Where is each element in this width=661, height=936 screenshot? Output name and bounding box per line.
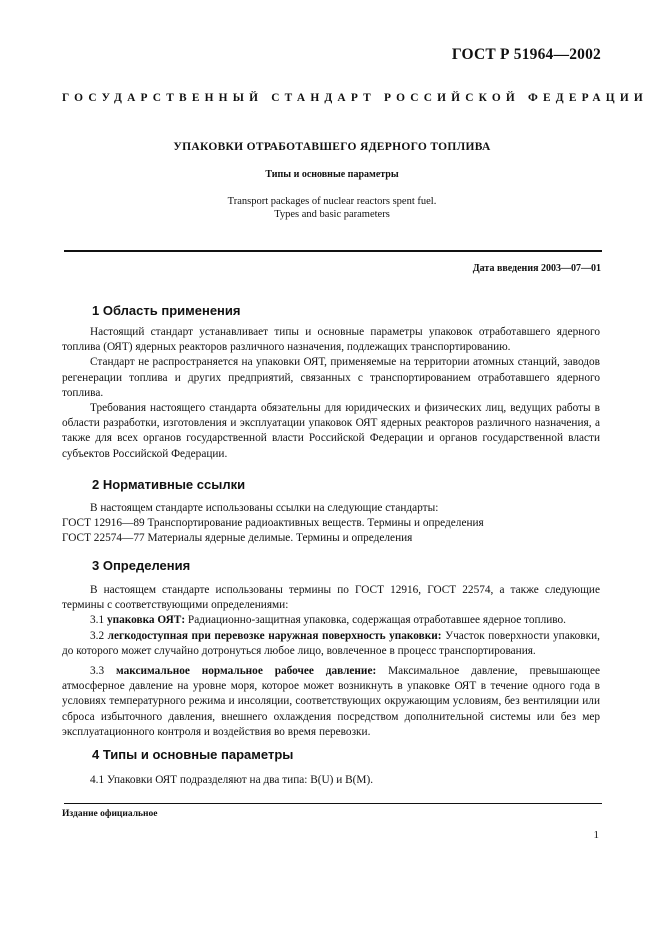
definition-3-1-text: Радиационно-защитная упаковка, содержащая отработавшее ядерное топливо.: [187, 614, 567, 627]
english-title: [62, 195, 602, 221]
document-subtitle: Типы и основные параметры: [265, 169, 399, 180]
page-number: 1: [593, 829, 599, 841]
section-2-body: [62, 501, 600, 547]
definition-3-1: [62, 613, 600, 628]
reference-gost-22574: ГОСТ 22574—77 Материалы ядерные делимые. Термины и определения: [62, 532, 413, 545]
definition-3-2-term: легкодоступная при перевозке наружная поверхность упаковки:: [107, 629, 442, 642]
section-2-intro: В настоящем стандарте использованы ссылки на следующие стандарты:: [90, 502, 439, 514]
section-3-heading: 3 Определения: [92, 558, 191, 573]
definition-3-2-text: Участок поверхности упаковки, до которого может случайно дотронуться любое лицо, вовлеченное в процесс транспортирования.: [62, 629, 600, 657]
definition-3-3: [62, 664, 600, 740]
english-title-line-2: Types and basic parameters: [274, 209, 390, 220]
definition-3-3-text: Максимальное давление, превышающее атмосферное давление на уровне моря, которое может возникнуть в упаковке ОЯТ в течение одного года в условиях температурного режима и инсоляции, соответствующих окружающим условиям, без вентиляции или сброса избыточного давления, внешнего охлаждения посредством дополнительной системы или без мер эксплуатационного контроля и воздействия во время перевозки.: [62, 665, 601, 738]
section-1-paragraph-3: Требования настоящего стандарта обязательны для юридических и физических лиц, ведущих работы в области разработки, изготовления и эксплуатации упаковок ОЯТ ядерных реакторов различного назначения, а также для всех органов государственной власти Российской Федерации и органов государственной власти субъектов Российской Федерации.: [62, 402, 600, 460]
reference-gost-12916: ГОСТ 12916—89 Транспортирование радиоактивных веществ. Термины и определения: [62, 517, 484, 530]
definition-3-1-number: 3.1: [90, 614, 105, 627]
official-edition-label: Издание официальное: [62, 809, 158, 819]
definition-3-2: [62, 629, 600, 659]
definition-3-3-number: 3.3: [90, 665, 105, 678]
section-3-intro: В настоящем стандарте использованы термины по ГОСТ 12916, ГОСТ 22574, а также следующие термины с соответствующими определениями:: [62, 584, 600, 612]
definition-3-2-number: 3.2: [90, 629, 105, 642]
section-1-paragraph-2: Стандарт не распространяется на упаковки ОЯТ, применяемые на территории атомных станций, заводов регенерации топлива и других предприятий, связанных с транспортированием отработавшего ядерного топлива.: [62, 356, 600, 399]
definition-3-3-term: максимальное нормальное рабочее давление:: [116, 665, 377, 678]
header-divider: [64, 250, 602, 252]
section-4-body: [62, 773, 600, 788]
definition-3-1-term: упаковка ОЯТ:: [106, 614, 186, 627]
section-4-heading: 4 Типы и основные параметры: [92, 747, 294, 762]
gost-code: ГОСТ Р 51964—2002: [451, 46, 601, 63]
section-3-body: [62, 583, 600, 740]
english-title-line-1: Transport packages of nuclear reactors spent fuel.: [227, 196, 437, 207]
document-title: УПАКОВКИ ОТРАБОТАВШЕГО ЯДЕРНОГО ТОПЛИВА: [173, 141, 491, 153]
section-1-paragraph-1: Настоящий стандарт устанавливает типы и основные параметры упаковок отработавшего ядерного топлива (ОЯТ) ядерных реакторов различного назначения, подлежащих транспортированию.: [62, 326, 600, 354]
section-1-heading: 1 Область применения: [92, 303, 241, 318]
section-4-paragraph-1: 4.1 Упаковки ОЯТ подразделяют на два типа: B(U) и B(M).: [90, 774, 374, 786]
section-1-body: [62, 325, 600, 462]
section-2-heading: 2 Нормативные ссылки: [92, 477, 246, 492]
footer-divider: [64, 803, 602, 804]
state-standard-banner: ГОСУДАРСТВЕННЫЙ СТАНДАРТ РОССИЙСКОЙ ФЕДЕРАЦИИ: [62, 92, 648, 104]
introduction-date: Дата введения 2003—07—01: [472, 263, 601, 274]
